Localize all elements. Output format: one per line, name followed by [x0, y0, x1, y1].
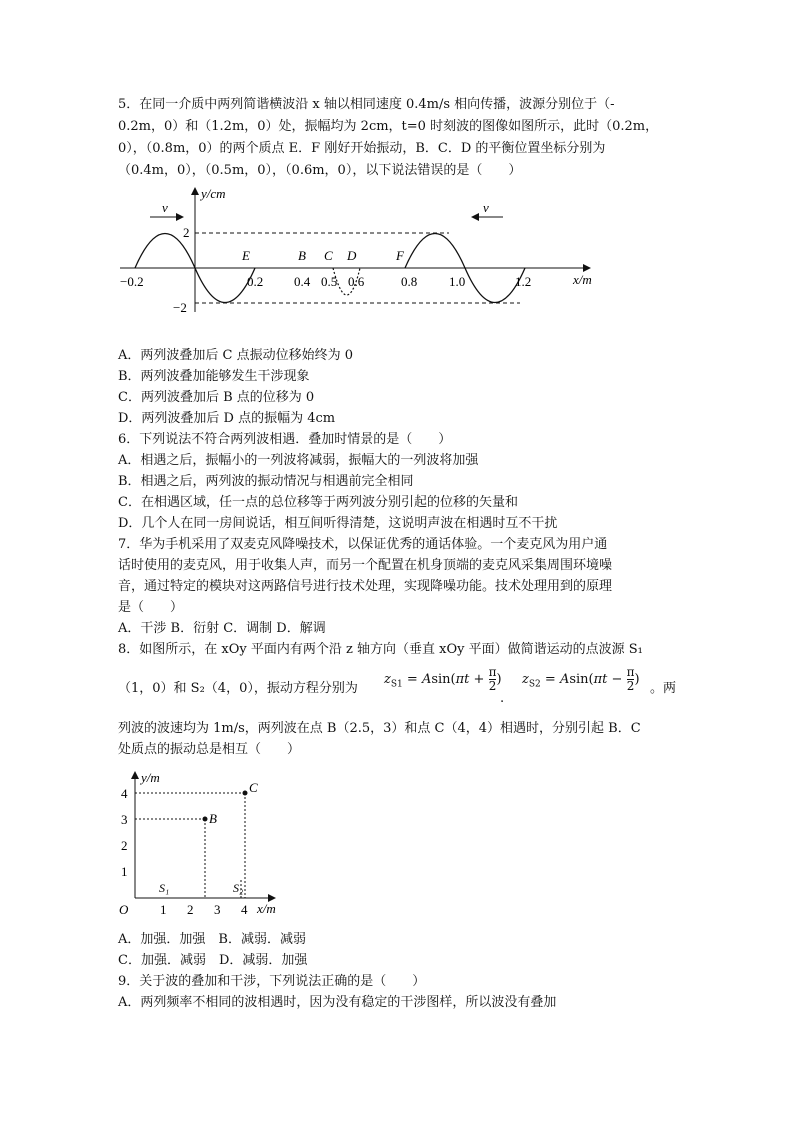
tick-label-2: 2	[183, 225, 190, 240]
q8-line-3: 列波的波速均为 1m/s，两列波在点 B（2.5，3）和点 C（4，4）相遇时，分别引起 B．C	[118, 721, 641, 736]
y-axis-label: y/cm	[201, 186, 226, 201]
point-e-label: E	[242, 248, 250, 263]
coordinate-figure	[115, 768, 290, 923]
q5-line-2: 0.2m，0）和（1.2m，0）处，振幅均为 2cm，t=0 时刻波的图像如图所示，此时（0.2m，	[118, 119, 659, 134]
point-c-label: C	[324, 248, 333, 263]
wave-figure	[115, 182, 605, 317]
q6-option-a: A．相遇之后，振幅小的一列波将减弱，振幅大的一列波将加强	[118, 453, 479, 468]
q5-option-a: A．两列波叠加后 C 点振动位移始终为 0	[118, 348, 354, 363]
x-tick-1.2: 1.2	[515, 274, 532, 289]
point-c	[243, 791, 248, 796]
point-f-label: F	[396, 248, 404, 263]
x-tick-1: 1	[160, 902, 167, 917]
x-tick-1.0: 1.0	[449, 274, 466, 289]
q5-line-4: （0.4m，0），（0.5m，0），（0.6m，0），以下说法错误的是（ ）	[118, 163, 522, 178]
velocity-left-label: v	[162, 200, 168, 215]
x-axis-label: x/m	[573, 272, 592, 287]
origin-label: O	[119, 902, 129, 917]
x-tick-0.6: 0.6	[348, 274, 365, 289]
q9-option-a: A．两列频率不相同的波相遇时，因为没有稳定的干涉图样，所以波没有叠加	[118, 995, 557, 1010]
point-d-label: D	[347, 248, 357, 263]
source-s2-label: S₂	[233, 881, 244, 895]
q6-option-b: B．相遇之后，两列波的振动情况与相遇前完全相同	[118, 474, 414, 489]
q8-line-1: 8．如图所示，在 xOy 平面内有两个沿 z 轴方向（垂直 xOy 平面）做简谐运动的点波源 S₁	[118, 642, 643, 657]
q7-options: A．干涉 B．衍射 C．调制 D．解调	[118, 621, 326, 636]
q8-line-4: 处质点的振动总是相互（ ）	[118, 742, 301, 757]
x-tick-neg0.2: −0.2	[120, 274, 144, 289]
y-tick-1: 1	[121, 864, 128, 879]
x-tick-0.5: 0.5	[321, 274, 338, 289]
q7-line-3: 音，通过特定的模块对这两路信号进行技术处理，实现降噪功能。技术处理用到的原理	[118, 579, 613, 594]
y-tick-4: 4	[121, 786, 128, 801]
x-axis-label: x/m	[257, 901, 276, 916]
q8-equation-1: $z_{S1} = Asin(\pi t$ + $\frac{\pi}{2}$ )	[384, 665, 502, 693]
point-c-label: C	[249, 780, 258, 795]
q8-options-1: A．加强．加强 B．减弱．减弱	[118, 932, 306, 947]
q9-title: 9．关于波的叠加和干涉，下列说法正确的是（ ）	[118, 974, 426, 989]
q8-equation-2: $z_{S2} = Asin(\pi t$ − $\frac{\pi}{2}$ )	[522, 665, 640, 693]
x-tick-0.4: 0.4	[294, 274, 311, 289]
x-tick-4: 4	[241, 902, 248, 917]
tick-label-neg2: −2	[173, 300, 187, 315]
q5-line-3: 0），（0.8m，0）的两个质点 E．F 刚好开始振动，B．C．D 的平衡位置坐标分别为	[118, 141, 606, 156]
x-tick-0.8: 0.8	[401, 274, 418, 289]
velocity-right-label: v	[483, 200, 489, 215]
q5-line-1: 5．在同一介质中两列简谐横波沿 x 轴以相同速度 0.4m/s 相向传播，波源分别位于（-	[118, 97, 615, 112]
q8-line-2a: （1，0）和 S₂（4，0），振动方程分别为	[118, 681, 358, 696]
q6-option-c: C．在相遇区域，任一点的总位移等于两列波分别引起的位移的矢量和	[118, 495, 518, 510]
x-tick-2: 2	[187, 902, 194, 917]
point-b	[203, 817, 208, 822]
q5-option-d: D．两列波叠加后 D 点的振幅为 4cm	[118, 411, 336, 426]
point-b-label: B	[298, 248, 306, 263]
q7-line-2: 话时使用的麦克风，用于收集人声，而另一个配置在机身顶端的麦克风采集周围环境噪	[118, 558, 613, 573]
q5-option-c: C．两列波叠加后 B 点的位移为 0	[118, 390, 315, 405]
y-tick-3: 3	[121, 812, 128, 827]
q8-line-2b: 。两	[650, 681, 677, 696]
q5-option-b: B．两列波叠加能够发生干涉现象	[118, 369, 310, 384]
y-tick-2: 2	[121, 838, 128, 853]
q7-line-4: 是（ ）	[118, 600, 184, 615]
q6-option-d: D．几个人在同一房间说话，相互间听得清楚，这说明声波在相遇时互不干扰	[118, 516, 558, 531]
y-axis-label: y/m	[141, 770, 160, 785]
point-b-label: B	[209, 811, 217, 826]
q6-title: 6．下列说法不符合两列波相遇．叠加时情景的是（ ）	[118, 432, 452, 447]
q8-options-2: C．加强．减弱 D．减弱．加强	[118, 953, 308, 968]
x-tick-0.2: 0.2	[247, 274, 264, 289]
x-tick-3: 3	[214, 902, 221, 917]
source-s1-label: S₁	[159, 881, 170, 895]
q7-line-1: 7．华为手机采用了双麦克风降噪技术，以保证优秀的通话体验。一个麦克风为用户通	[118, 537, 608, 552]
